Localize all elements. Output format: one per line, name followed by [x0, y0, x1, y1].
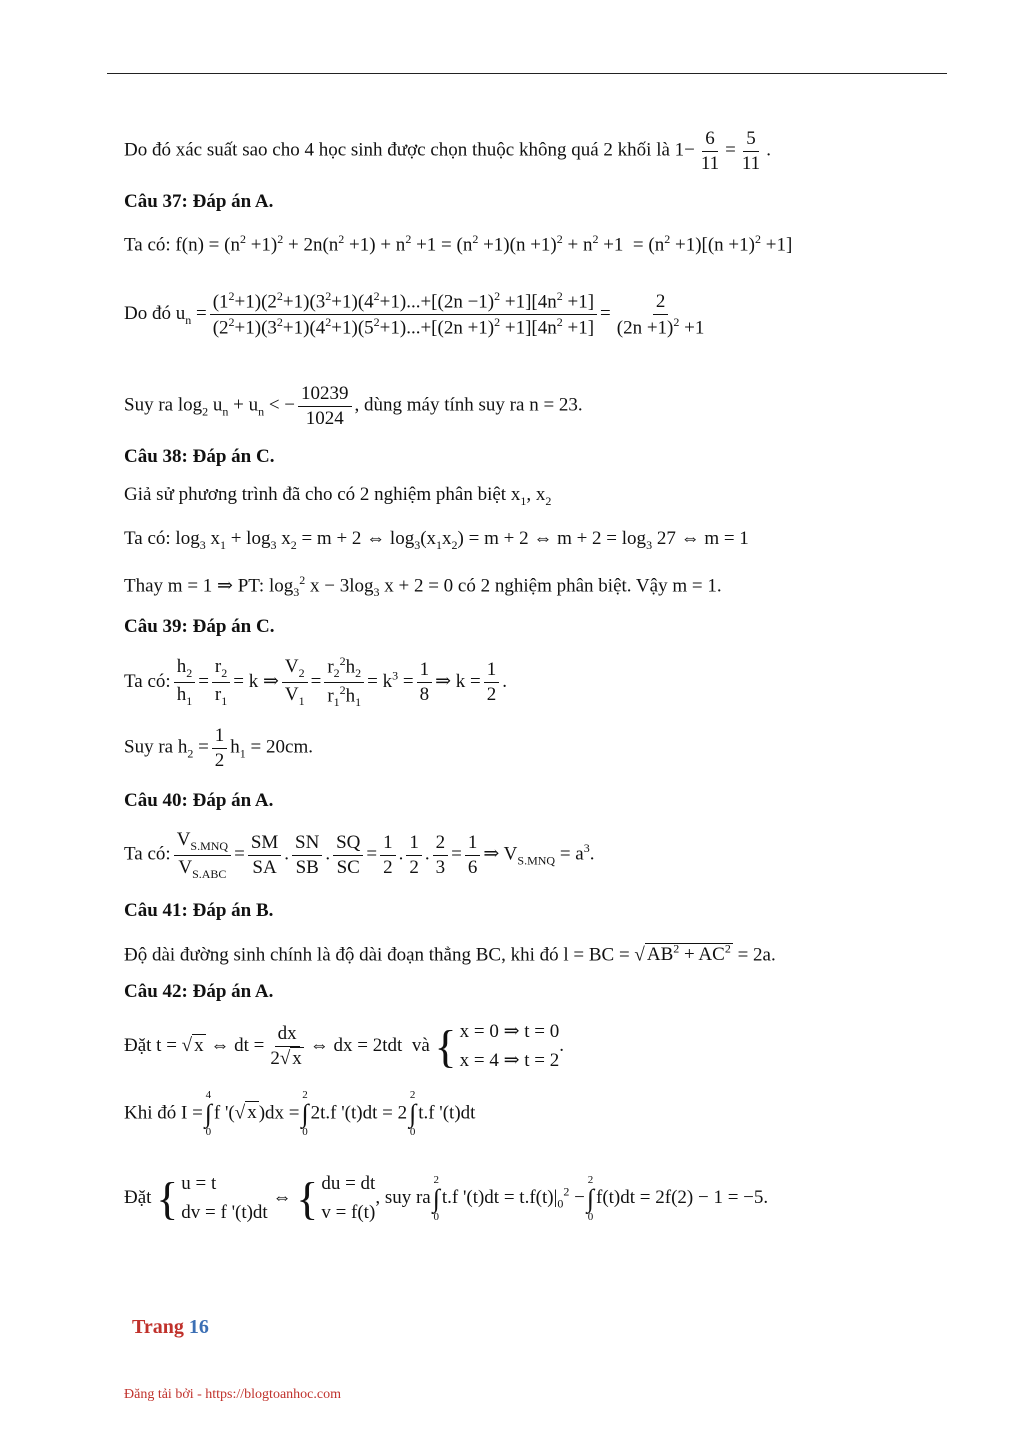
- line-40a: Ta có: $\frac{V_{S.MNQ}}{V_{S.ABC}}$ = $\frac{SM}{SA}$ . $\frac{SN}{SB}$ . $\frac{SQ}{SC}$ = $\frac{1}{2}$ . $\frac{1}{2}$ . $\frac{2}{3}$ = $\frac{1}{6}$ ⇒ $V_{S.MNQ} = a^3$.: [124, 829, 595, 881]
- header-rule: [107, 73, 947, 74]
- line-42c: Đặt { u = t dv = f '(t)dt ⇔ { du = dt v = f(t) , suy ra 2 ∫ 0 t.f '$(t)dt = t.f(t)|_0^2$ − 2 ∫ 0 f(t)dt = 2f(2) − 1 = −5.: [124, 1172, 769, 1224]
- line-37a: Ta có: $f(n) = (n^2 +1)^2 + 2n(n^2 +1) + n^2 +1 = (n^2 +1)(n +1)^2 + n^2 +1 = (n^2 +1)[(n +1)^2 +1]$: [124, 232, 793, 256]
- line-38c: Thay m = 1 ⇒ PT: $\log_3^2 x - 3\log_3$ x + 2 = 0 có 2 nghiệm phân biệt. Vậy m = 1.: [124, 573, 722, 600]
- paragraph-36: Do đó xác suất sao cho 4 học sinh được chọn thuộc không quá 2 khối là 1− $\frac{6}{11}$ = $\frac{5}{11}$ .: [124, 128, 771, 174]
- line-37c: Suy ra $\log_2 u_n + u_n$ < − $\frac{10239}{1024}$ , dùng máy tính suy ra n = 23.: [124, 383, 583, 429]
- page-number-label: Trang 16: [132, 1316, 209, 1338]
- heading-37: Câu 37: Đáp án A.: [124, 191, 274, 212]
- line-37b: Do đó $u_n$ = $\frac{(1^2+1)(2^2+1)(3^2+1)(4^2+1)...+[(2n -1)^2 +1][4n^2 +1]}{(2^2+1)(3^2+1)(4^2+1)(5^2+1)...+[(2n +1)^2 +1][4n^2 +1]}$ = $\frac{2}{(2n +1)^2 +1}$: [124, 289, 705, 339]
- line-39a: Ta có: $\frac{h_2}{h_1}$ = $\frac{r_2}{r_1}$ = k ⇒ $\frac{V_2}{V_1}$ = $\frac{r_2^2h_2}{r_1^2h_1}$ = $k^3$ = $\frac{1}{8}$ ⇒ k = $\frac{1}{2}$ .: [124, 654, 507, 710]
- heading-42: Câu 42: Đáp án A.: [124, 981, 274, 1002]
- heading-38: Câu 38: Đáp án C.: [124, 446, 275, 467]
- line-42a: Đặt t = √ x ⇔ dt = $\frac{dx}{2√ x}$ ⇔ dx = 2tdt và { x = 0 ⇒ t = 0 x = 4 ⇒ t = 2 .: [124, 1020, 564, 1072]
- heading-41: Câu 41: Đáp án B.: [124, 900, 274, 921]
- source-credit: Đăng tải bởi - https://blogtoanhoc.com: [124, 1387, 341, 1402]
- line-38b: Ta có: $\log_3 x_1 + \log_3 x_2 = m + 2$ ⇔ $\log_3(x_1x_2) = m + 2$ ⇔ $m + 2 = \log_3 27$ ⇔ m = 1: [124, 528, 749, 552]
- page-number: 16: [188, 1316, 209, 1338]
- line-38a: Giả sử phương trình đã cho có 2 nghiệm phân biệt $x_1$, $x_2$: [124, 484, 552, 508]
- heading-40: Câu 40: Đáp án A.: [124, 790, 274, 811]
- heading-39: Câu 39: Đáp án C.: [124, 616, 275, 637]
- line-39b: Suy ra $h_2$ = $\frac{1}{2}$ $h_1 = 20cm$.: [124, 725, 313, 771]
- line-41a: Độ dài đường sinh chính là độ dài đoạn thẳng BC, khi đó l = BC = √ $AB^2 + AC^2 = 2a$.: [124, 942, 776, 966]
- line-42b: Khi đó I = 4 ∫ 0 f '(√ x )dx = 2 ∫ 0 2t.f '(t)dt = 2 2 ∫ 0 t.f '(t)dt: [124, 1089, 476, 1138]
